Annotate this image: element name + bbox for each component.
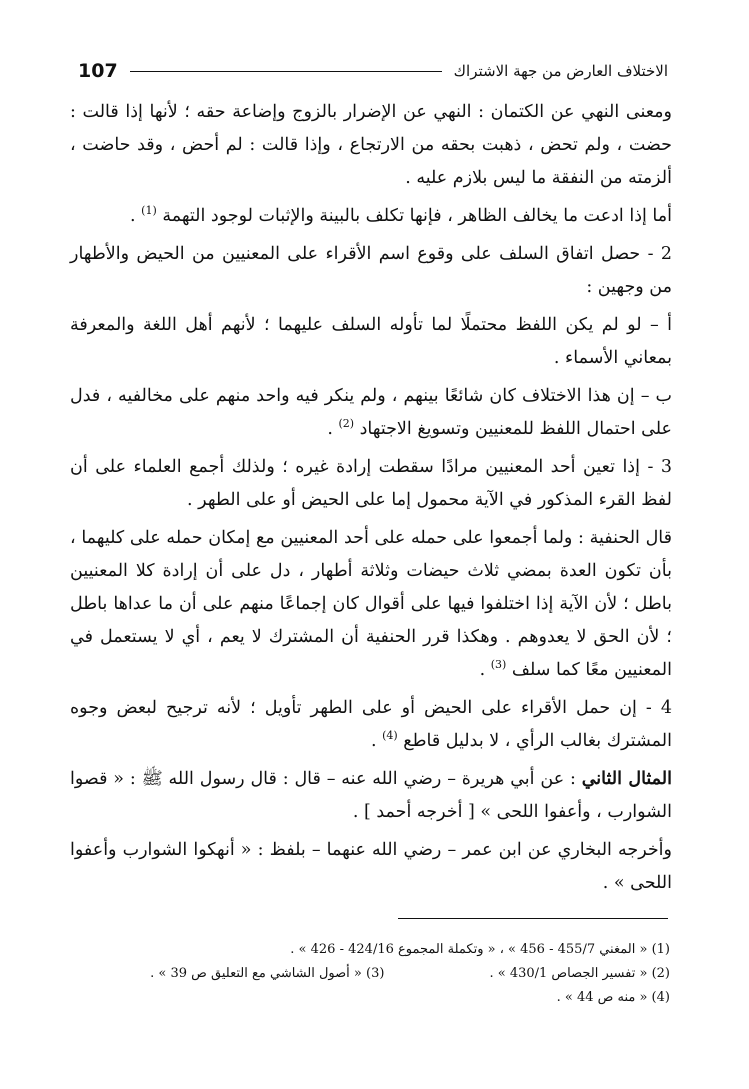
text-line: 4 - إن حمل الأقراء على الحيض أو على الطهر تأويل ؛ لأنه ترجيح لبعض وجوه المشترك بغالب الرأي ، لا بدليل قاطع [70, 698, 672, 751]
footnote-ref: (2) [338, 417, 355, 431]
footnote-ref: (4) [382, 729, 398, 743]
text-line: قال الحنفية : ولما أجمعوا على حمله على أحد المعنيين مع إمكان حمله على كليهما ، بأن تكون العدة بمضي ثلاث حيضات وثلاثة أطهار ، دل على أن إرادة كلا المعنيين باطل ؛ لأن الآية إذا اختلفوا فيها على أقوال كان إجماعًا منهم على أن ما عداها باطل ؛ لأن الحق لا يعدوهم . وهكذا قرر الحنفية أن المشترك لا يعم ، أي لا يستعمل في المعنيين معًا كما سلف [70, 528, 672, 680]
footnotes [70, 938, 670, 1010]
header-rule [130, 71, 442, 72]
text-line: ومعنى النهي عن الكتمان : النهي عن الإضرار بالزوج وإضاعة حقه ؛ لأنها إذا قالت : [70, 102, 672, 122]
footnote: (1) « المغني 455/7 - 456 » ، « وتكملة المجموع 424/16 - 426 » . [290, 942, 670, 957]
footnote: (3) « أصول الشاشي مع التعليق ص 39 » . [150, 966, 385, 981]
paragraph [70, 763, 672, 829]
text-line: ب – إن هذا الاختلاف كان شائعًا بينهم ، ولم ينكر فيه واحد منهم على مخالفيه ، فدل على احتمال اللفظ للمعنيين وتسويغ الاجتهاد [70, 386, 672, 439]
text-line: أما إذا ادعت ما يخالف الظاهر ، فإنها تكلف بالبينة والإثبات لوجود التهمة [162, 206, 672, 226]
text-line: أ – لو لم يكن اللفظ محتملًا لما تأوله السلف عليهما ؛ لأنهم أهل اللغة والمعرفة بمعاني الأسماء . [70, 315, 672, 368]
paragraph [70, 309, 672, 375]
text-line: حاضت ، ألزمته من النفقة ما ليس بلازم عليه . [70, 135, 672, 188]
page-header [78, 54, 668, 88]
paragraph: ب – إن هذا الاختلاف كان شائعًا بينهم ، ولم ينكر فيه واحد منهم على مخالفيه ، فدل على احتمال اللفظ للمعنيين وتسويغ الاجتهاد $^{(2)}$ . [70, 386, 672, 439]
paragraph: أما إذا ادعت ما يخالف الظاهر ، فإنها تكلف بالبينة والإثبات لوجود التهمة $^{(1)}$ . [130, 204, 672, 226]
running-title: الاختلاف العارض من جهة الاشتراك [453, 62, 668, 80]
footnote-ref: (3) [490, 658, 507, 672]
text-line: : عن أبي هريرة – رضي الله عنه – قال : قال رسول الله ﷺ : « قصوا الشوارب ، وأعفوا اللحى » [ أخرجه أحمد ] . [70, 769, 672, 822]
paragraph [70, 238, 672, 304]
footnote: (4) « منه ص 44 » . [556, 990, 670, 1005]
paragraph [70, 451, 672, 517]
footnote-ref: (1) [141, 204, 157, 218]
example-heading: المثال الثاني [581, 769, 672, 789]
footnote-rule [398, 918, 668, 919]
footnote: (2) « تفسير الجصاص 430/1 » . [489, 966, 670, 981]
page-number: 107 [78, 60, 118, 82]
text-line: 2 - حصل اتفاق السلف على وقوع اسم الأقراء على المعنيين من الحيض والأطهار من وجهين : [70, 244, 672, 297]
text-line: حضت ، ولم تحض ، ذهبت بحقه من الارتجاع ، وإذا قالت : لم أحض ، وقد [137, 135, 672, 155]
text-line: 3 - إذا تعين أحد المعنيين مرادًا سقطت إرادة غيره ؛ ولذلك أجمع العلماء على أن لفظ القرء المذكور في الآية محمول إما على الحيض أو على الطهر . [70, 457, 672, 510]
paragraph: قال الحنفية : ولما أجمعوا على حمله على أحد المعنيين مع إمكان حمله على كليهما ، بأن تكون العدة بمضي ثلاث حيضات وثلاثة أطهار ، دل على أن إرادة كلا المعنيين باطل ؛ لأن الآية إذا اختلفوا فيها على أقوال كان إجماعًا منهم على أن ما عداها باطل ؛ لأن الحق لا يعدوهم . وهكذا قرر الحنفية أن المشترك لا يعم ، أي لا يستعمل في المعنيين معًا كما سلف $^{(3)}$ . [70, 528, 672, 680]
paragraph: 4 - إن حمل الأقراء على الحيض أو على الطهر تأويل ؛ لأنه ترجيح لبعض وجوه المشترك بغالب الرأي ، لا بدليل قاطع $^{(4)}$ . [70, 698, 672, 751]
paragraph [70, 96, 672, 195]
text-line: وأخرجه البخاري عن ابن عمر – رضي الله عنهما – بلفظ : « أنهكوا الشوارب وأعفوا اللحى » . [70, 840, 672, 893]
paragraph [70, 834, 672, 900]
body-text [70, 96, 672, 905]
